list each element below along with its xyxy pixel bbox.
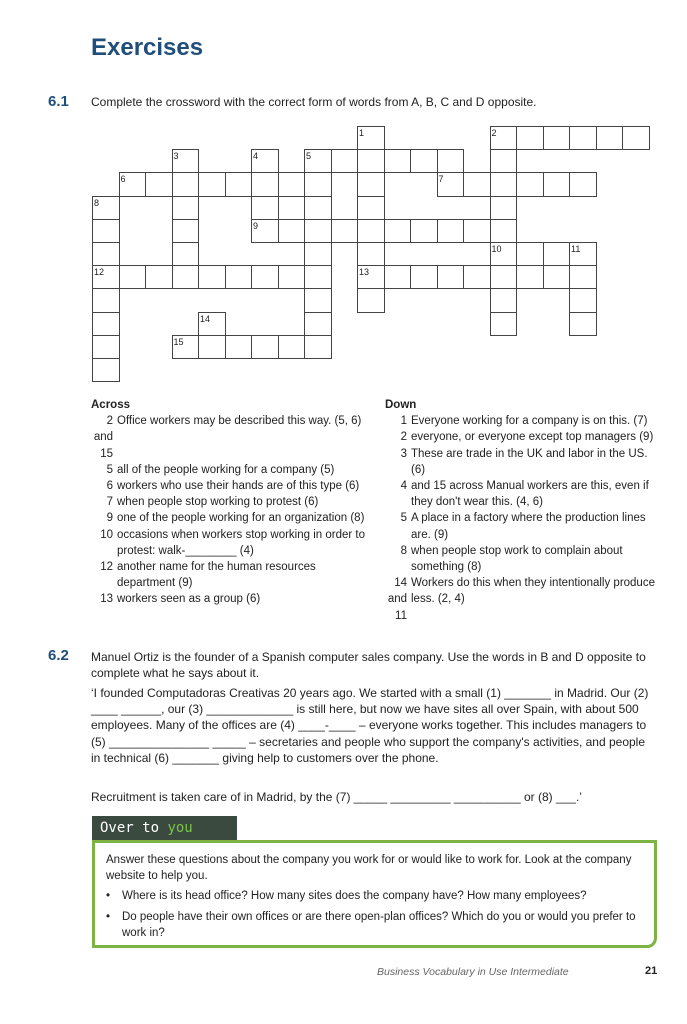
clue-text: all of the people working for a company (5)	[117, 463, 335, 476]
across-clues	[91, 397, 369, 608]
crossword-cell	[304, 172, 332, 196]
crossword-cell	[331, 219, 359, 243]
crossword-clue-number: 5	[306, 151, 312, 162]
clue-number: 2 and 15	[93, 415, 113, 460]
crossword-cell	[357, 172, 385, 196]
crossword-clue-number: 4	[253, 151, 259, 162]
crossword-cell	[172, 242, 200, 266]
clue-number: 5	[400, 512, 407, 525]
clue-item	[385, 429, 655, 445]
clue-item	[385, 510, 655, 542]
down-clues	[385, 397, 655, 624]
crossword-clue-number: 6	[120, 174, 126, 185]
clue-number: 1	[400, 415, 407, 428]
crossword-clue-number: 14	[200, 313, 211, 324]
crossword-cell	[516, 126, 544, 150]
exercise-6-2-paragraph: ‘I founded Computadoras Creativas 20 years ago. We started with a small (1) _______ in Madrid. Our (2) ____ ______, our (3) _____________ is still here, but now we have sites all over Spain, with about 500 employees. Many of the offices are (4) ____-____ – everyone works together. This includes managers to (5) _______________ _____ – secretaries and people who support the company's activities, and people in technical (6) _______ giving help to customers over the phone.	[91, 686, 649, 765]
crossword-cell	[172, 196, 200, 220]
clue-item	[385, 413, 655, 429]
crossword-cell	[357, 288, 385, 312]
crossword-cell	[410, 149, 438, 173]
crossword-cell	[357, 149, 385, 173]
clue-number: 13	[100, 593, 113, 606]
clue-text: Workers do this when they intentionally produce less. (2, 4)	[411, 577, 655, 606]
crossword-cell	[543, 265, 571, 289]
crossword-cell	[225, 335, 253, 359]
over-to-you-tab	[92, 816, 237, 840]
clue-text: everyone, or everyone except top managers (9)	[411, 431, 654, 444]
crossword-clue-number: 13	[359, 267, 370, 278]
crossword-cell	[569, 288, 597, 312]
crossword-cell	[569, 172, 597, 196]
crossword-cell	[198, 335, 226, 359]
crossword-cell	[543, 126, 571, 150]
crossword-clue-number: 12	[94, 267, 105, 278]
crossword-cell	[569, 126, 597, 150]
crossword-cell	[463, 219, 491, 243]
crossword-cell	[384, 149, 412, 173]
exercise-6-2-line2: Recruitment is taken care of in Madrid, by the (7) _____ _________ __________ or (8) ___.’	[91, 790, 582, 804]
over-to-you-bullet: • Do people have their own offices or are there open-plan offices? Which do you or would you prefer to work in?	[106, 910, 636, 939]
over-to-you-content	[106, 852, 651, 941]
crossword-cell	[145, 172, 173, 196]
clue-item	[385, 478, 655, 510]
over-to-you-you: you	[167, 820, 193, 836]
crossword-cell	[225, 265, 253, 289]
clue-text: These are trade in the UK and labor in the US. (6)	[411, 447, 648, 476]
crossword-cell	[278, 172, 306, 196]
clue-number: 14 and 11	[387, 577, 407, 622]
clue-text: when people stop working to protest (6)	[117, 496, 319, 509]
clue-item	[91, 510, 369, 526]
crossword-cell	[278, 219, 306, 243]
clue-number: 5	[106, 463, 113, 476]
clue-text: Office workers may be described this way. (5, 6)	[117, 415, 362, 428]
clue-number: 6	[106, 480, 113, 493]
clue-text: another name for the human resources department (9)	[117, 561, 316, 590]
clue-number: 3	[400, 447, 407, 460]
book-title: Business Vocabulary in Use Intermediate	[377, 966, 569, 978]
crossword-cell	[278, 265, 306, 289]
crossword-clue-number: 8	[94, 197, 100, 208]
over-to-you-bullet: • Where is its head office? How many sites does the company have? How many employees?	[106, 890, 587, 903]
exercise-number-6-1: 6.1	[48, 93, 69, 110]
crossword-cell	[172, 172, 200, 196]
crossword-cell	[490, 265, 518, 289]
crossword-cell	[357, 196, 385, 220]
crossword-cell	[437, 265, 465, 289]
crossword-clue-number: 3	[173, 151, 179, 162]
crossword-clue-number: 1	[359, 128, 365, 138]
crossword-cell	[463, 265, 491, 289]
clue-item	[91, 462, 369, 478]
crossword-cell	[357, 219, 385, 243]
clue-text: when people stop work to complain about something (8)	[411, 544, 623, 574]
clue-item	[91, 559, 369, 591]
crossword-cell	[92, 312, 120, 336]
clue-item	[91, 478, 369, 494]
crossword-cell	[410, 265, 438, 289]
crossword-cell	[410, 219, 438, 243]
crossword-cell	[516, 265, 544, 289]
clue-number: 12	[100, 561, 113, 574]
crossword-clue-number: 9	[253, 220, 259, 231]
clue-number: 2	[400, 431, 407, 444]
crossword-cell	[198, 172, 226, 196]
clue-text: occasions when workers stop working in order to protest: walk-________ (4)	[117, 528, 366, 557]
crossword-cell	[384, 219, 412, 243]
crossword-cell	[490, 149, 518, 173]
crossword-cell	[543, 242, 571, 266]
clue-item	[91, 527, 369, 559]
exercise-number-6-2: 6.2	[48, 647, 69, 664]
crossword-cell	[596, 126, 624, 150]
crossword-cell	[278, 335, 306, 359]
crossword-cell	[331, 149, 359, 173]
crossword-cell	[490, 288, 518, 312]
clue-text: workers who use their hands are of this type (6)	[117, 480, 360, 493]
crossword-cell	[384, 265, 412, 289]
clue-text: one of the people working for an organization (8)	[117, 512, 365, 525]
over-to-you-intro: Answer these questions about the company you work for or would like to work for. Look at the company website to help you.	[106, 854, 632, 883]
crossword-cell	[92, 242, 120, 266]
crossword-cell	[490, 219, 518, 243]
exercise-6-2-instruction: Manuel Ortiz is the founder of a Spanish computer sales company. Use the words in B and D opposite to complete what he says about it.	[91, 650, 646, 681]
crossword-cell	[92, 335, 120, 359]
crossword-cell	[251, 335, 279, 359]
crossword-cell	[304, 288, 332, 312]
crossword-cell	[172, 265, 200, 289]
crossword-cell	[516, 242, 544, 266]
clue-number: 8	[400, 544, 407, 557]
crossword-cell	[304, 312, 332, 336]
clue-text: and 15 across Manual workers are this, even if they don't wear this. (4, 6)	[411, 480, 649, 509]
clue-text: Everyone working for a company is on this. (7)	[411, 415, 648, 428]
clue-item	[91, 413, 369, 462]
crossword-cell	[172, 219, 200, 243]
crossword-cell	[304, 196, 332, 220]
clue-text: A place in a factory where the production lines are. (9)	[411, 512, 646, 541]
crossword-cell	[463, 172, 491, 196]
crossword-clue-number: 11	[571, 244, 581, 254]
crossword-cell	[304, 265, 332, 289]
crossword-clue-number: 2	[491, 128, 497, 138]
crossword-cell	[490, 196, 518, 220]
page-number: 21	[645, 965, 658, 977]
crossword-cell	[569, 312, 597, 336]
clue-item	[385, 575, 655, 624]
clue-item	[385, 543, 655, 575]
crossword-cell	[304, 335, 332, 359]
crossword-cell	[622, 126, 650, 150]
crossword-cell	[304, 242, 332, 266]
crossword-cell	[437, 219, 465, 243]
crossword-cell	[251, 196, 279, 220]
crossword-clue-number: 7	[438, 174, 444, 185]
crossword-cell	[490, 172, 518, 196]
crossword-cell	[145, 265, 173, 289]
crossword-cell	[251, 172, 279, 196]
crossword-cell	[92, 219, 120, 243]
across-heading: Across	[91, 399, 130, 411]
exercise-6-1-instruction: Complete the crossword with the correct form of words from A, B, C and D opposite.	[91, 95, 537, 109]
page-title: Exercises	[91, 34, 204, 61]
crossword-cell	[569, 265, 597, 289]
clue-number: 10	[100, 528, 113, 541]
crossword-cell	[357, 242, 385, 266]
clue-item	[91, 591, 369, 607]
down-heading: Down	[385, 399, 417, 411]
clue-number: 9	[106, 512, 113, 525]
over-to-you-label: Over to	[100, 820, 168, 836]
crossword-cell	[304, 219, 332, 243]
crossword-cell	[490, 312, 518, 336]
crossword-cell	[437, 149, 465, 173]
crossword-cell	[119, 265, 147, 289]
crossword-cell	[225, 172, 253, 196]
crossword-cell	[516, 172, 544, 196]
clue-text: workers seen as a group (6)	[117, 593, 261, 606]
clue-number: 4	[400, 480, 407, 493]
crossword-clue-number: 15	[173, 336, 184, 347]
crossword-cell	[251, 265, 279, 289]
crossword-cell	[198, 265, 226, 289]
clue-number: 7	[106, 496, 113, 509]
clue-item	[91, 494, 369, 510]
crossword-cell	[92, 288, 120, 312]
crossword-clue-number: 10	[491, 244, 502, 254]
clue-item	[385, 446, 655, 478]
crossword-cell	[543, 172, 571, 196]
crossword-cell	[92, 358, 120, 382]
